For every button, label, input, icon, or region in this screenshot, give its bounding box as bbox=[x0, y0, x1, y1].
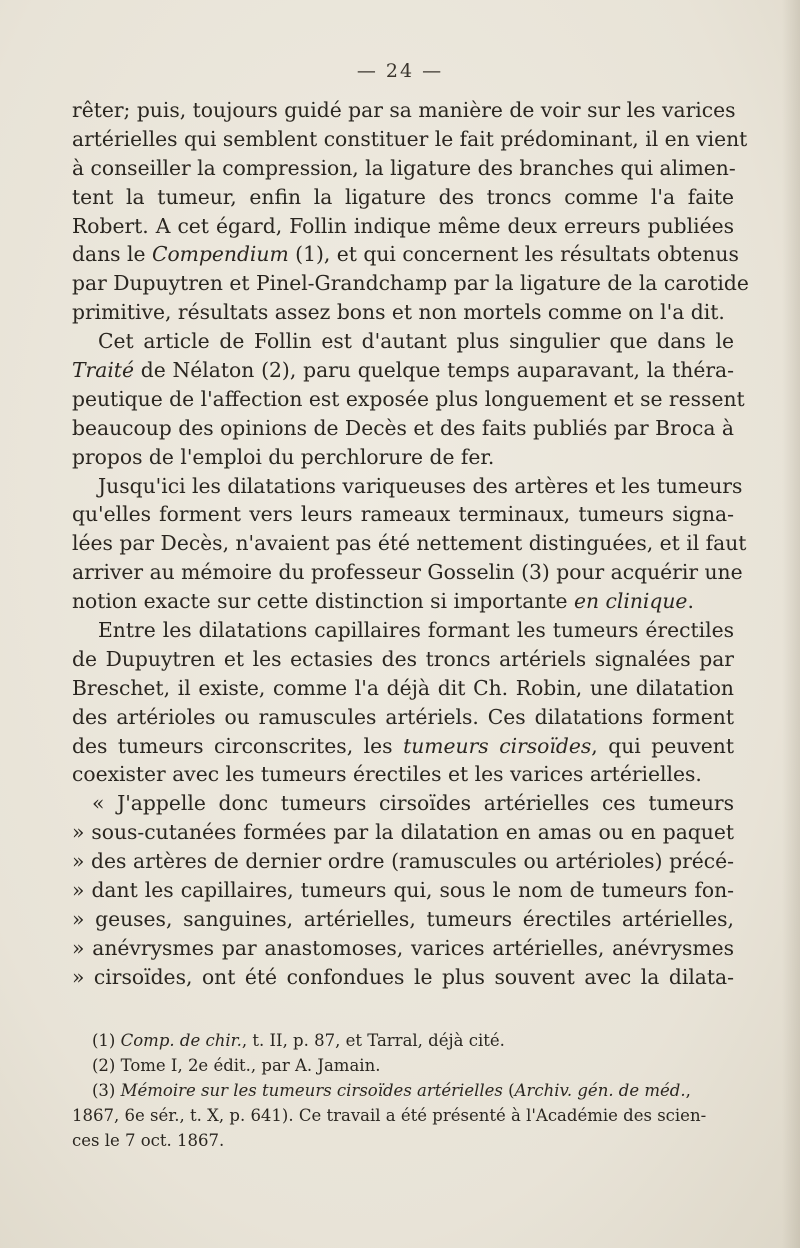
main-text bbox=[72, 96, 749, 992]
text-line: » cirsoïdes, ont été confondues le plus souvent avec la dilata- bbox=[72, 964, 734, 989]
text-line: des artérioles ou ramuscules artériels. Ces dilatations forment bbox=[72, 704, 734, 729]
text-line: primitive, résultats assez bons et non mortels comme on l'a dit. bbox=[72, 300, 725, 325]
text-line: peutique de l'affection est exposée plus longuement et se ressent bbox=[72, 386, 745, 411]
text-line: par Dupuytren et Pinel-Grandchamp par la ligature de la carotide bbox=[72, 271, 749, 296]
page-edge-shadow bbox=[782, 0, 800, 1248]
text-line: artérielles qui semblent constituer le fait prédominant, il en vient bbox=[72, 126, 748, 151]
text-line: à conseiller la compression, la ligature des branches qui alimen- bbox=[72, 155, 736, 180]
text-line: Entre les dilatations capillaires formant les tumeurs érectiles bbox=[98, 618, 734, 643]
footnote-line: ces le 7 oct. 1867. bbox=[72, 1131, 225, 1150]
text-line: arriver au mémoire du professeur Gosselin (3) pour acquérir une bbox=[72, 560, 743, 585]
footnote-line: (3) Mémoire sur les tumeurs cirsoïdes artérielles (Archiv. gén. de méd., bbox=[92, 1081, 691, 1100]
footnote-line: (1) Comp. de chir., t. II, p. 87, et Tarral, déjà cité. bbox=[92, 1031, 505, 1050]
text-line: Traité de Nélaton (2), paru quelque temps auparavant, la théra- bbox=[72, 358, 734, 383]
text-line: lées par Decès, n'avaient pas été nettement distinguées, et il faut bbox=[72, 531, 747, 556]
text-line: notion exacte sur cette distinction si importante en clinique. bbox=[72, 589, 694, 614]
text-line: » anévrysmes par anastomoses, varices artérielles, anévrysmes bbox=[72, 935, 734, 960]
page-number: — 24 — bbox=[356, 60, 444, 82]
footnotes bbox=[72, 1028, 734, 1153]
text-line: des tumeurs circonscrites, les tumeurs cirsoïdes, qui peuvent bbox=[72, 733, 734, 758]
text-line: Breschet, il existe, comme l'a déjà dit Ch. Robin, une dilatation bbox=[72, 675, 734, 700]
text-line: » dant les capillaires, tumeurs qui, sous le nom de tumeurs fon- bbox=[72, 878, 734, 903]
footnote-line: 1867, 6e sér., t. X, p. 641). Ce travail a été présenté à l'Académie des scien- bbox=[72, 1106, 707, 1125]
text-line: » geuses, sanguines, artérielles, tumeurs érectiles artérielles, bbox=[72, 906, 734, 931]
text-line: rêter; puis, toujours guidé par sa manière de voir sur les varices bbox=[72, 98, 736, 122]
text-line: coexister avec les tumeurs érectiles et les varices artérielles. bbox=[72, 762, 702, 787]
text-line: propos de l'emploi du perchlorure de fer. bbox=[72, 444, 495, 469]
text-line: Jusqu'ici les dilatations variqueuses des artères et les tumeurs bbox=[98, 473, 743, 498]
text-line: de Dupuytren et les ectasies des troncs artériels signalées par bbox=[72, 646, 734, 671]
text-line: » sous-cutanées formées par la dilatation en amas ou en paquet bbox=[72, 820, 734, 845]
text-line: beaucoup des opinions de Decès et des faits publiés par Broca à bbox=[72, 415, 734, 440]
text-line: « J'appelle donc tumeurs cirsoïdes artérielles ces tumeurs bbox=[92, 791, 734, 816]
text-line: Robert. A cet égard, Follin indique même deux erreurs publiées bbox=[72, 213, 734, 238]
text-line: tent la tumeur, enfin la ligature des troncs comme l'a faite bbox=[72, 184, 734, 209]
text-line: Cet article de Follin est d'autant plus singulier que dans le bbox=[98, 329, 734, 354]
text-line: qu'elles forment vers leurs rameaux terminaux, tumeurs signa- bbox=[72, 502, 734, 527]
text-line: » des artères de dernier ordre (ramuscules ou artérioles) précé- bbox=[72, 849, 734, 874]
footnote-line: (2) Tome I, 2e édit., par A. Jamain. bbox=[92, 1056, 381, 1075]
text-line: dans le Compendium (1), et qui concernent les résultats obtenus bbox=[72, 242, 739, 267]
